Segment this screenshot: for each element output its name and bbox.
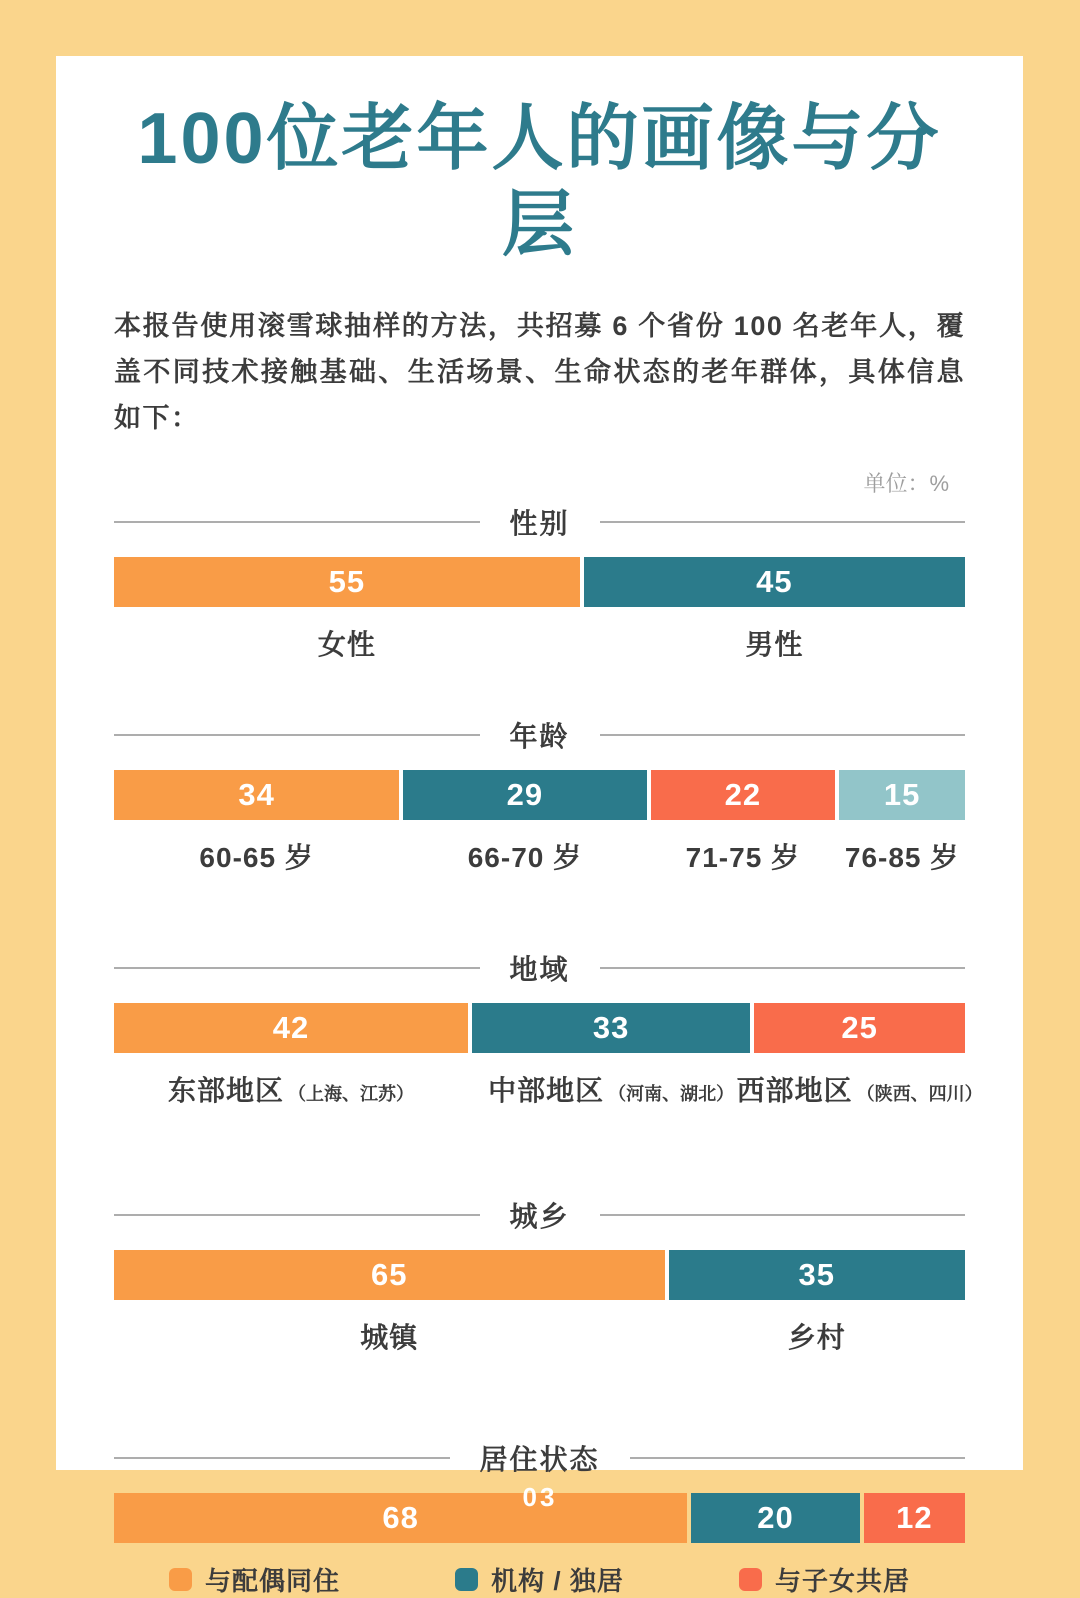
bar-label	[669, 1316, 965, 1356]
bar-label-text: 女性	[317, 628, 376, 660]
divider-line-right	[600, 967, 966, 969]
bar-labels-row	[114, 1069, 983, 1109]
legend-swatch-icon	[169, 1568, 192, 1591]
section-header	[114, 1438, 965, 1478]
legend-item	[114, 1561, 395, 1598]
stacked-bar	[114, 1003, 965, 1053]
section-header	[114, 1195, 965, 1235]
chart-section	[114, 1195, 965, 1356]
chart-section	[114, 502, 965, 663]
bar-segment	[669, 1250, 965, 1300]
segment-value: 15	[883, 776, 921, 812]
divider-line-left	[114, 967, 480, 969]
legend-swatch-icon	[739, 1568, 762, 1591]
bar-label-subtext: （河南、湖北）	[608, 1083, 735, 1104]
chart-section	[114, 948, 983, 1109]
segment-value: 25	[841, 1009, 878, 1045]
segment-value: 55	[328, 563, 366, 599]
bar-label-text: 71-75 岁	[685, 841, 801, 873]
page-title: 100位老年人的画像与分层	[137, 99, 942, 266]
divider-line-right	[600, 734, 966, 736]
bar-label-text: 中部地区	[488, 1074, 605, 1106]
bar-labels-row	[114, 836, 965, 876]
bar-label-text: 60-65 岁	[199, 841, 314, 873]
section-title: 年龄	[509, 720, 570, 752]
divider-line-left	[114, 521, 480, 523]
segment-value: 29	[506, 776, 544, 812]
section-title: 性别	[509, 507, 570, 539]
legend-label: 机构 / 独居	[491, 1565, 624, 1596]
bar-label	[114, 836, 399, 876]
divider-line-left	[114, 1214, 480, 1216]
legend-label: 与子女共居	[774, 1565, 910, 1596]
page-number: 03	[522, 1482, 558, 1512]
bar-label	[736, 1069, 983, 1109]
bar-segment	[114, 1003, 468, 1053]
bar-label	[839, 836, 965, 876]
bar-segment	[584, 557, 965, 607]
bar-segment	[651, 770, 836, 820]
divider-line-left	[114, 1457, 450, 1459]
stacked-bar	[114, 1250, 965, 1300]
bar-label-text: 城镇	[360, 1321, 419, 1353]
bar-label-text: 男性	[745, 628, 804, 660]
divider-line-left	[114, 734, 480, 736]
segment-value: 42	[272, 1009, 310, 1045]
segment-value: 34	[238, 776, 275, 812]
bar-label-text: 东部地区	[168, 1074, 285, 1106]
stacked-bar	[114, 557, 965, 607]
legend-swatch-icon	[455, 1568, 478, 1591]
bar-label-subtext: （上海、江苏）	[288, 1083, 415, 1104]
section-title: 地域	[509, 953, 570, 985]
legend-item	[399, 1561, 680, 1598]
bar-label	[584, 623, 965, 663]
bar-label-text: 西部地区	[736, 1074, 853, 1106]
bar-label	[651, 836, 836, 876]
bar-labels-row	[114, 1316, 965, 1356]
legend-item	[684, 1561, 965, 1598]
bar-label-text: 76-85 岁	[844, 841, 960, 873]
segment-value: 65	[371, 1256, 408, 1292]
section-title: 居住状态	[479, 1443, 600, 1475]
bar-label	[114, 1316, 665, 1356]
segment-value: 22	[724, 776, 762, 812]
divider-line-right	[600, 1214, 966, 1216]
section-title: 城乡	[509, 1200, 570, 1232]
bar-label	[114, 1069, 468, 1109]
bar-labels-row	[114, 623, 965, 663]
divider-line-right	[600, 521, 966, 523]
section-header	[114, 948, 965, 988]
bar-label	[403, 836, 646, 876]
intro-paragraph: 本报告使用滚雪球抽样的方法，共招募 6 个省份 100 名老年人，覆盖不同技术接触基础、生活场景、生命状态的老年群体，具体信息如下：	[114, 310, 965, 433]
bar-segment	[114, 557, 580, 607]
legend-label: 与配偶同住	[204, 1565, 340, 1596]
bar-label-text: 66-70 岁	[467, 841, 583, 873]
segment-value: 33	[592, 1009, 630, 1045]
segment-value: 12	[896, 1499, 933, 1535]
section-header	[114, 502, 965, 542]
chart-section	[114, 715, 965, 876]
bar-segment	[114, 1250, 665, 1300]
section-header	[114, 715, 965, 755]
segment-value: 68	[382, 1499, 419, 1535]
stacked-bar	[114, 770, 965, 820]
bar-label	[114, 623, 580, 663]
chart-section	[114, 1438, 965, 1598]
charts-container	[114, 502, 983, 1598]
bar-label	[472, 1069, 750, 1109]
segment-value: 45	[756, 563, 793, 599]
bar-segment	[403, 770, 646, 820]
divider-line-right	[630, 1457, 966, 1459]
bar-labels-row	[114, 1561, 965, 1598]
bar-label-subtext: （陕西、四川）	[856, 1083, 983, 1104]
bar-segment	[839, 770, 965, 820]
unit-label: 单位：%	[863, 470, 949, 496]
segment-value: 35	[798, 1256, 836, 1292]
bar-label-text: 乡村	[787, 1321, 846, 1353]
segment-value: 20	[757, 1499, 794, 1535]
bar-segment	[754, 1003, 965, 1053]
bar-segment	[114, 770, 399, 820]
bar-segment	[472, 1003, 750, 1053]
